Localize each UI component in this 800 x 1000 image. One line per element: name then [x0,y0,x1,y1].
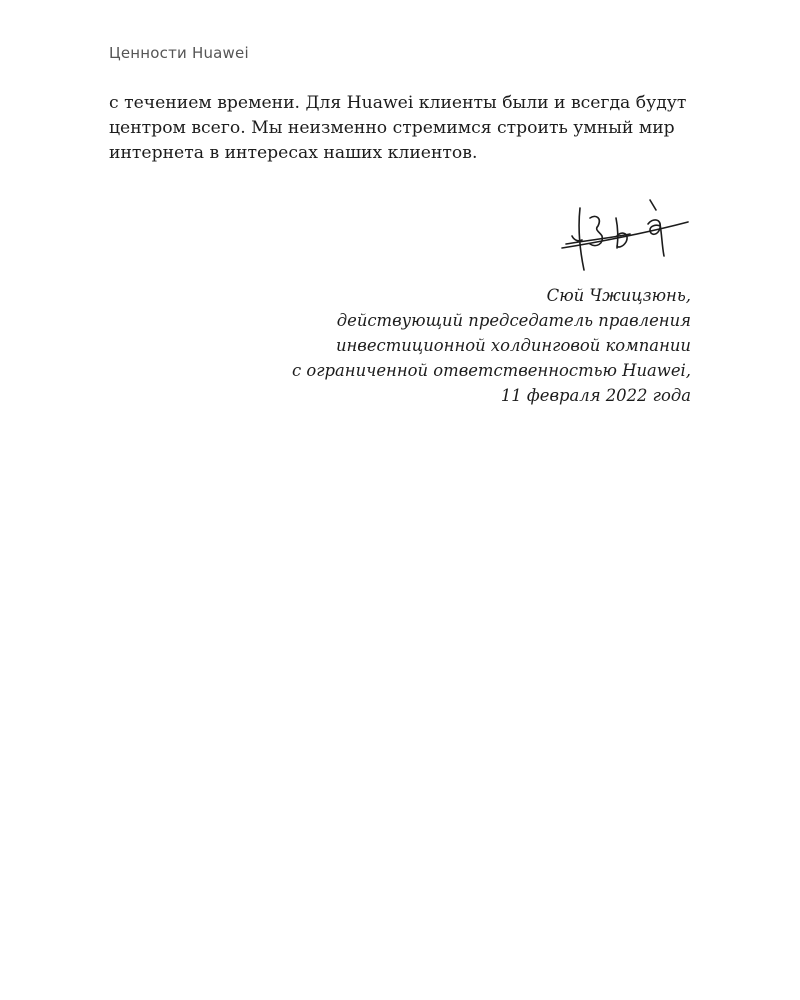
paragraph-line: центром всего. Мы неизменно стремимся строить умный мир [109,118,675,138]
signature-attribution [292,283,691,408]
signatory-name: Сюй Чжицзюнь, [546,286,691,305]
signatory-title-line: с ограниченной ответственностью Huawei, [292,361,691,380]
running-header: Ценности Huawei [109,44,249,62]
signature-icon [560,196,692,276]
signatory-title-line: инвестиционной холдинговой компании [335,336,691,355]
paragraph-line: с течением времени. Для Huawei клиенты были и всегда будут [109,93,687,113]
body-paragraph [109,91,709,166]
signature-date: 11 февраля 2022 года [500,386,691,405]
paragraph-line: интернета в интересах наших клиентов. [109,143,478,163]
signatory-title-line: действующий председатель правления [336,311,691,330]
